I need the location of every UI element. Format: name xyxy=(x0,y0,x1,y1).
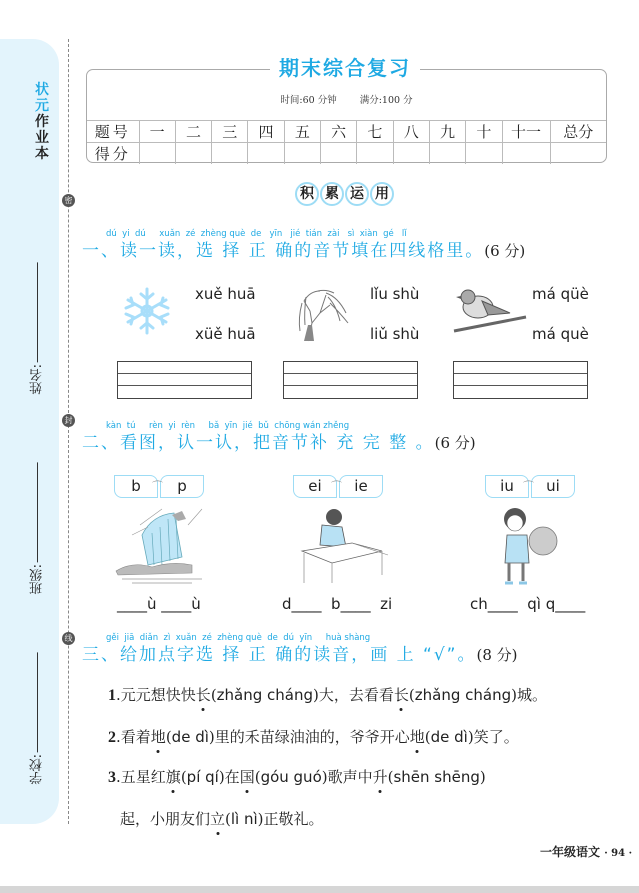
q2-item2-pair xyxy=(293,475,383,498)
score-table xyxy=(87,120,606,164)
question-1-points: (6 分) xyxy=(484,242,526,260)
header-cell: 三 xyxy=(212,121,248,143)
header-cell: 一 xyxy=(139,121,175,143)
header-cell: 总分 xyxy=(550,121,606,143)
pair-option[interactable]: ie xyxy=(339,475,383,498)
pinyin-options[interactable]: zhǎng cháng xyxy=(216,686,314,704)
four-line-grid[interactable] xyxy=(453,361,588,399)
score-cell[interactable] xyxy=(393,143,429,165)
seal-mi-icon: 密 xyxy=(62,194,75,207)
q2-item2-fill[interactable]: d____ b____ zi xyxy=(282,595,393,613)
banner-char: 用 xyxy=(370,182,394,206)
sparrow-icon xyxy=(452,285,528,335)
sentence-number: 3 xyxy=(108,769,116,786)
score-table-score-row xyxy=(87,143,606,165)
text: ( xyxy=(254,768,261,786)
text: )大，去看看 xyxy=(313,686,394,704)
text: ( xyxy=(387,768,394,786)
score-cell[interactable] xyxy=(502,143,550,165)
waterfall-icon xyxy=(112,505,212,585)
q1-item2-option-a[interactable]: lǐu shù xyxy=(370,285,420,303)
sentence-number: 1 xyxy=(108,687,116,704)
score-cell[interactable] xyxy=(212,143,248,165)
q1-item1-option-a[interactable]: xuě huā xyxy=(195,285,256,303)
text: ( xyxy=(210,686,217,704)
banner-char: 累 xyxy=(320,182,344,206)
score-cell[interactable] xyxy=(466,143,502,165)
pair-option[interactable]: p xyxy=(160,475,204,498)
header-cell: 十 xyxy=(466,121,502,143)
exam-time: 时间:60 分钟 xyxy=(280,95,337,106)
text: 看着 xyxy=(120,728,151,746)
q1-item2-option-b[interactable]: liǔ shù xyxy=(370,325,420,343)
school-label: 学校: xyxy=(30,754,45,785)
text: )在 xyxy=(218,768,240,786)
girl-cleaning-desk-icon xyxy=(292,505,392,585)
text: )歌声中 xyxy=(321,768,373,786)
seal-feng-icon: 封 xyxy=(62,414,75,427)
seal-xian-icon: 线 xyxy=(62,632,75,645)
class-field[interactable] xyxy=(28,462,47,594)
exam-full-score: 满分:100 分 xyxy=(359,95,413,106)
score-cell[interactable] xyxy=(284,143,320,165)
page-number: · 94 · xyxy=(604,848,633,859)
text: )正敬礼。 xyxy=(257,810,324,828)
score-cell[interactable] xyxy=(429,143,465,165)
banner-char: 积 xyxy=(295,182,319,206)
score-cell-total[interactable] xyxy=(550,143,606,165)
sentence-number: 2 xyxy=(108,729,116,746)
text: ( xyxy=(165,728,172,746)
pinyin-options[interactable]: zhǎng cháng xyxy=(414,686,512,704)
banner-char: 运 xyxy=(345,182,369,206)
footer-subject: 一年级语文 xyxy=(540,845,601,859)
question-1-prompt: 一、读一读，选 择 正 确的音节填在四线格里。 xyxy=(82,241,485,261)
willow-tree-icon xyxy=(290,283,352,343)
pair-option[interactable]: b xyxy=(114,475,158,498)
brand-line2: 作业本 xyxy=(35,114,49,162)
school-blank-line[interactable] xyxy=(37,652,38,752)
four-line-grid[interactable] xyxy=(283,361,418,399)
dotted-char: 旗 xyxy=(165,768,181,786)
pinyin-options[interactable]: shēn shēng xyxy=(393,768,480,786)
pair-option[interactable]: ui xyxy=(531,475,575,498)
exam-title: 期末综合复习 xyxy=(270,52,420,81)
header-cell: 四 xyxy=(248,121,284,143)
text: ( xyxy=(408,686,415,704)
header-cell: 八 xyxy=(393,121,429,143)
pinyin-options[interactable]: pí qí xyxy=(186,768,219,786)
q2-item1-pair xyxy=(114,475,204,498)
pinyin-options[interactable]: lì nì xyxy=(230,810,258,828)
text: 元元想快快 xyxy=(120,686,196,704)
score-box xyxy=(86,69,607,163)
score-cell[interactable] xyxy=(320,143,356,165)
q2-item3-pair xyxy=(485,475,575,498)
section-banner xyxy=(295,182,394,206)
header-cell: 二 xyxy=(175,121,211,143)
question-2-pinyin: kàn tú rèn yi rèn bǎ yīn jié bǔ chōng wán zhěng xyxy=(106,421,350,431)
question-2-header xyxy=(82,420,476,454)
header-cell: 题号 xyxy=(87,121,139,143)
question-3-text xyxy=(82,644,518,666)
header-cell: 六 xyxy=(320,121,356,143)
score-cell[interactable] xyxy=(248,143,284,165)
dotted-char: 地 xyxy=(150,728,166,746)
question-2-points: (6 分) xyxy=(434,434,476,452)
link-icon: ⌒ xyxy=(152,480,163,493)
text: ( xyxy=(424,728,431,746)
question-3-prompt: 三、给加点字选 择 正 确的读音，画 上 “√”。 xyxy=(82,645,477,665)
brand-line1: 状元 xyxy=(35,82,49,114)
score-row-label: 得分 xyxy=(87,143,139,165)
pair-option[interactable]: iu xyxy=(485,475,529,498)
q2-item1-fill[interactable]: ____ù ____ù xyxy=(117,595,201,613)
q2-item3-fill[interactable]: ch____ qì q____ xyxy=(470,595,586,613)
text: ) xyxy=(479,768,486,786)
brand-logo xyxy=(31,82,53,162)
text: ( xyxy=(180,768,187,786)
bottom-bar xyxy=(0,886,639,893)
dotted-char: 长 xyxy=(393,686,409,704)
pinyin-options[interactable]: de dì xyxy=(430,728,468,746)
snowflake-icon xyxy=(122,286,172,336)
header-cell: 七 xyxy=(357,121,393,143)
question-2-text xyxy=(82,432,476,454)
boy-blowing-balloon-icon xyxy=(485,505,565,589)
score-cell[interactable] xyxy=(139,143,175,165)
link-icon: ⌒ xyxy=(331,480,342,493)
class-blank-line[interactable] xyxy=(37,462,38,562)
text: 五星红 xyxy=(120,768,166,786)
dotted-char: 地 xyxy=(409,728,425,746)
text: ( xyxy=(225,810,231,828)
dotted-char: 国 xyxy=(239,768,255,786)
text: 起，小朋友们 xyxy=(120,810,211,828)
header-cell: 五 xyxy=(284,121,320,143)
text: )城。 xyxy=(511,686,547,704)
text: )里的禾苗绿油油的，爷爷开心 xyxy=(208,728,410,746)
school-field[interactable] xyxy=(28,652,47,784)
question-1-pinyin: dú yi dú xuǎn zé zhèng què de yīn jié tián zài sì xiàn gé lǐ xyxy=(106,229,407,239)
q3-sentence-3-continuation xyxy=(120,808,324,829)
q1-item3-option-a[interactable]: má qüè xyxy=(532,285,589,303)
pinyin-options[interactable]: góu guó xyxy=(260,768,322,786)
question-3-header xyxy=(82,632,518,666)
score-cell[interactable] xyxy=(357,143,393,165)
class-label: 班级: xyxy=(30,564,45,595)
q3-sentence-1: 1.元元想快快长(zhǎng cháng)大，去看看长(zhǎng cháng)城。 xyxy=(108,686,547,704)
pinyin-options[interactable]: de dì xyxy=(171,728,209,746)
cut-line xyxy=(68,39,69,824)
text: )笑了。 xyxy=(467,728,519,746)
page-footer xyxy=(540,843,632,860)
dotted-char: 立 xyxy=(210,810,226,828)
score-cell[interactable] xyxy=(175,143,211,165)
question-1-header xyxy=(82,228,525,262)
four-line-grid[interactable] xyxy=(117,361,252,399)
name-field[interactable] xyxy=(28,262,47,394)
question-3-pinyin: gěi jiā diǎn zì xuǎn zé zhèng què de dú yīn huà shàng xyxy=(106,633,371,643)
q3-sentence-3: 3.五星红旗(pí qí)在国(góu guó)歌声中升(shēn shēng) xyxy=(108,768,486,786)
question-3-points: (8 分) xyxy=(476,646,518,664)
question-1-text xyxy=(82,240,525,262)
question-2-prompt: 二、看图，认一认，把音节补 充 完 整 。 xyxy=(82,433,435,453)
pair-option[interactable]: ei xyxy=(293,475,337,498)
q1-item3-option-b[interactable]: má què xyxy=(532,325,589,343)
name-blank-line[interactable] xyxy=(37,262,38,362)
dotted-char: 长 xyxy=(195,686,211,704)
link-icon: ⌒ xyxy=(523,480,534,493)
header-cell: 十一 xyxy=(502,121,550,143)
dotted-char: 升 xyxy=(372,768,388,786)
q3-sentence-2: 2.看着地(de dì)里的禾苗绿油油的，爷爷开心地(de dì)笑了。 xyxy=(108,728,519,746)
q1-item1-option-b[interactable]: xüě huā xyxy=(195,325,256,343)
header-cell: 九 xyxy=(429,121,465,143)
score-table-header-row xyxy=(87,121,606,143)
name-label: 姓名: xyxy=(30,364,45,395)
exam-meta xyxy=(87,92,606,106)
